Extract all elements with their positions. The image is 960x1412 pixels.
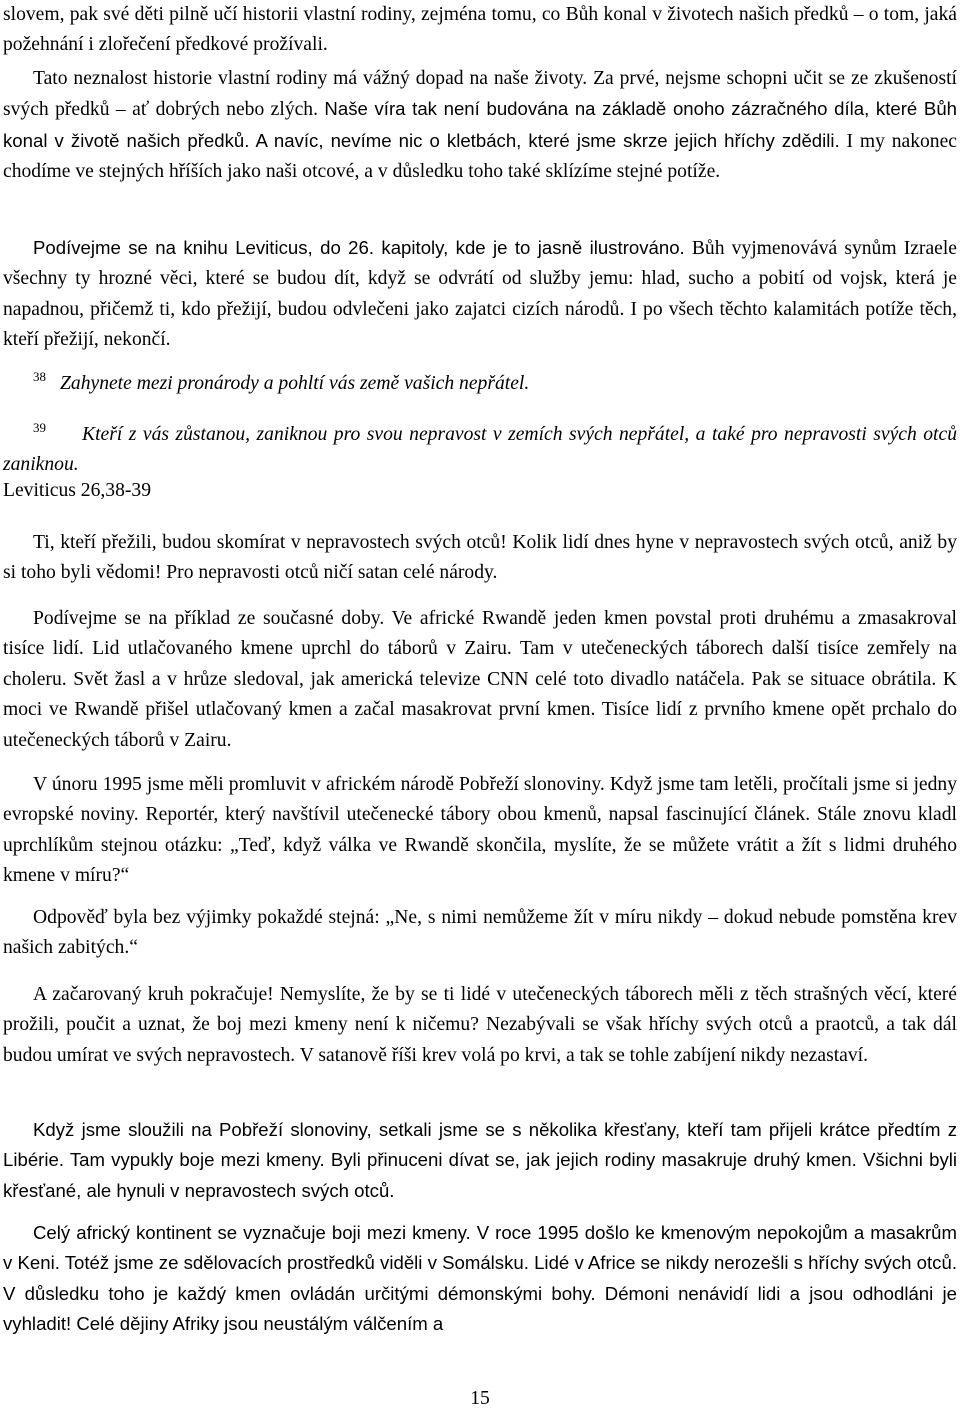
paragraph-africa	[3, 1218, 957, 1340]
verse-39-text: Kteří z vás zůstanou, zaniknou pro svou nepravost v zemích svých nepřátel, a také pro nepravosti svých otců zaniknou.	[3, 424, 957, 476]
paragraph-leviticus-part1: Podívejme se na knihu Leviticus, do 26. kapitoly, kde je to jasně ilustrováno.	[33, 237, 685, 258]
paragraph-ignorance	[3, 64, 957, 188]
paragraph-fathers	[3, 528, 957, 589]
paragraph-rwanda-text: Podívejme se na příklad ze současné doby. Ve africké Rwandě jeden kmen povstal proti druhému a zmasakroval tisíce lidí. Lid utlačovaného kmene uprchl do táborů v Zairu. Tam v utečeneckých táborech další tisíce zemřely na choleru. Svět žasl a v hrůze sledoval, jak americká televize CNN celé toto divadlo natáčela. Pak se situace obrátila. K moci ve Rwandě přišel utlačovaný kmen a začal masakrovat první kmen. Tisíce lidí z prvního kmene opět prchalo do utečeneckých táborů v Zairu.	[3, 608, 957, 751]
page-number: 15	[470, 1388, 490, 1409]
paragraph-cycle	[3, 980, 957, 1071]
verse-39-number: 39	[33, 420, 46, 436]
verse-38-text: Zahynete mezi pronárody a pohltí vás země vašich nepřátel.	[60, 373, 530, 394]
citation	[3, 476, 957, 506]
paragraph-liberia-text: Když jsme sloužili na Pobřeží slonoviny, setkali jsme se s několika křesťany, kteří tam přijeli krátce předtím z Libérie. Tam vypukly boje mezi kmeny. Byli přinuceni dívat se, jak jejich rodiny masakruje druhý kmen. Všichni byli křesťané, ale hynuli v nepravostech svých otců.	[3, 1119, 957, 1201]
paragraph-intro-text: slovem, pak své děti pilně učí historii vlastní rodiny, zejména tomu, co Bůh konal v životech našich předků – o tom, jaká požehnání i zlořečení předkové prožívali.	[3, 4, 957, 56]
paragraph-ignorance-part2: Naše víra tak není budována na základě onoho zázračného díla, které Bůh konal v životě našich předků. A navíc, nevíme nic o kletbách, které jsme skrze jejich hříchy zdědili.	[3, 98, 958, 151]
paragraph-liberia	[3, 1115, 957, 1206]
paragraph-intro	[3, 0, 957, 61]
verse-38-number: 38	[33, 369, 46, 385]
paragraph-leviticus	[3, 233, 957, 356]
paragraph-rwanda	[3, 604, 957, 756]
paragraph-ivory-coast	[3, 770, 957, 892]
verse-39	[3, 420, 957, 481]
paragraph-africa-text: Celý africký kontinent se vyznačuje boji mezi kmeny. V roce 1995 došlo ke kmenovým nepokojům a masakrům v Keni. Totéž jsme ze sdělovacích prostředků viděli v Somálsku. Lidé v Africe se nikdy nerozešli s hříchy svých otců. V důsledku toho je každý kmen ovládán určitými démonskými bohy. Démoni nenávidí lidi a jsou odhodláni je vyhladit! Celé dějiny Afriky jsou neustálým válčením a	[3, 1222, 957, 1335]
citation-text: Leviticus 26,38-39	[3, 480, 152, 501]
paragraph-ignorance-part1: Tato neznalost historie vlastní rodiny má vážný dopad na naše životy. Za prvé, nejsme schopni učit se ze zkušeností svých předků – ať dobrých nebo zlých.	[3, 68, 957, 121]
paragraph-answer	[3, 903, 957, 964]
paragraph-cycle-text: A začarovaný kruh pokračuje! Nemyslíte, že by se ti lidé v utečeneckých táborech měli z těch strašných věcí, které prožili, poučit a uznat, že boj mezi kmeny není k ničemu? Nezabývali se však hříchy svých otců a praotců, a tak dál budou umírat ve svých nepravostech. V satanově říši krev volá po krvi, a tak se tohle zabíjení nikdy nezastaví.	[3, 984, 957, 1066]
paragraph-leviticus-part2: Bůh vyjmenovává synům Izraele všechny ty hrozné věci, které se budou dít, když se odvrátí od služby jemu: hlad, sucho a pobití od vojsk, která je napadnou, přičemž ti, kdo přežijí, budou odvlečeni jako zajatci cizích národů. I po všech těchto kalamitách potíže těch, kteří přežijí, nekončí.	[3, 238, 957, 351]
paragraph-ivory-coast-text: V únoru 1995 jsme měli promluvit v africkém národě Pobřeží slonoviny. Když jsme tam letěli, pročítali jsme si jedny evropské noviny. Reportér, který navštívil utečenecké tábory obou kmenů, napsal fascinující článek. Stále znovu kladl uprchlíkům stejnou otázku: „Teď, když válka ve Rwandě skončila, myslíte, že se můžete vrátit a žít s lidmi druhého kmene v míru?“	[3, 774, 957, 887]
verse-38	[33, 369, 957, 399]
paragraph-ignorance-part3: I my nakonec chodíme ve stejných hříších jako naši otcové, a v důsledku toho také sklízíme stejné potíže.	[3, 130, 957, 183]
paragraph-fathers-text: Ti, kteří přežili, budou skomírat v nepravostech svých otců! Kolik lidí dnes hyne v nepravostech svých otců, aniž by si toho byli vědomi! Pro nepravosti otců ničí satan celé národy.	[3, 532, 957, 584]
paragraph-answer-text: Odpověď byla bez výjimky pokaždé stejná: „Ne, s nimi nemůžeme žít v míru nikdy – dokud nebude pomstěna krev našich zabitých.“	[3, 907, 957, 959]
